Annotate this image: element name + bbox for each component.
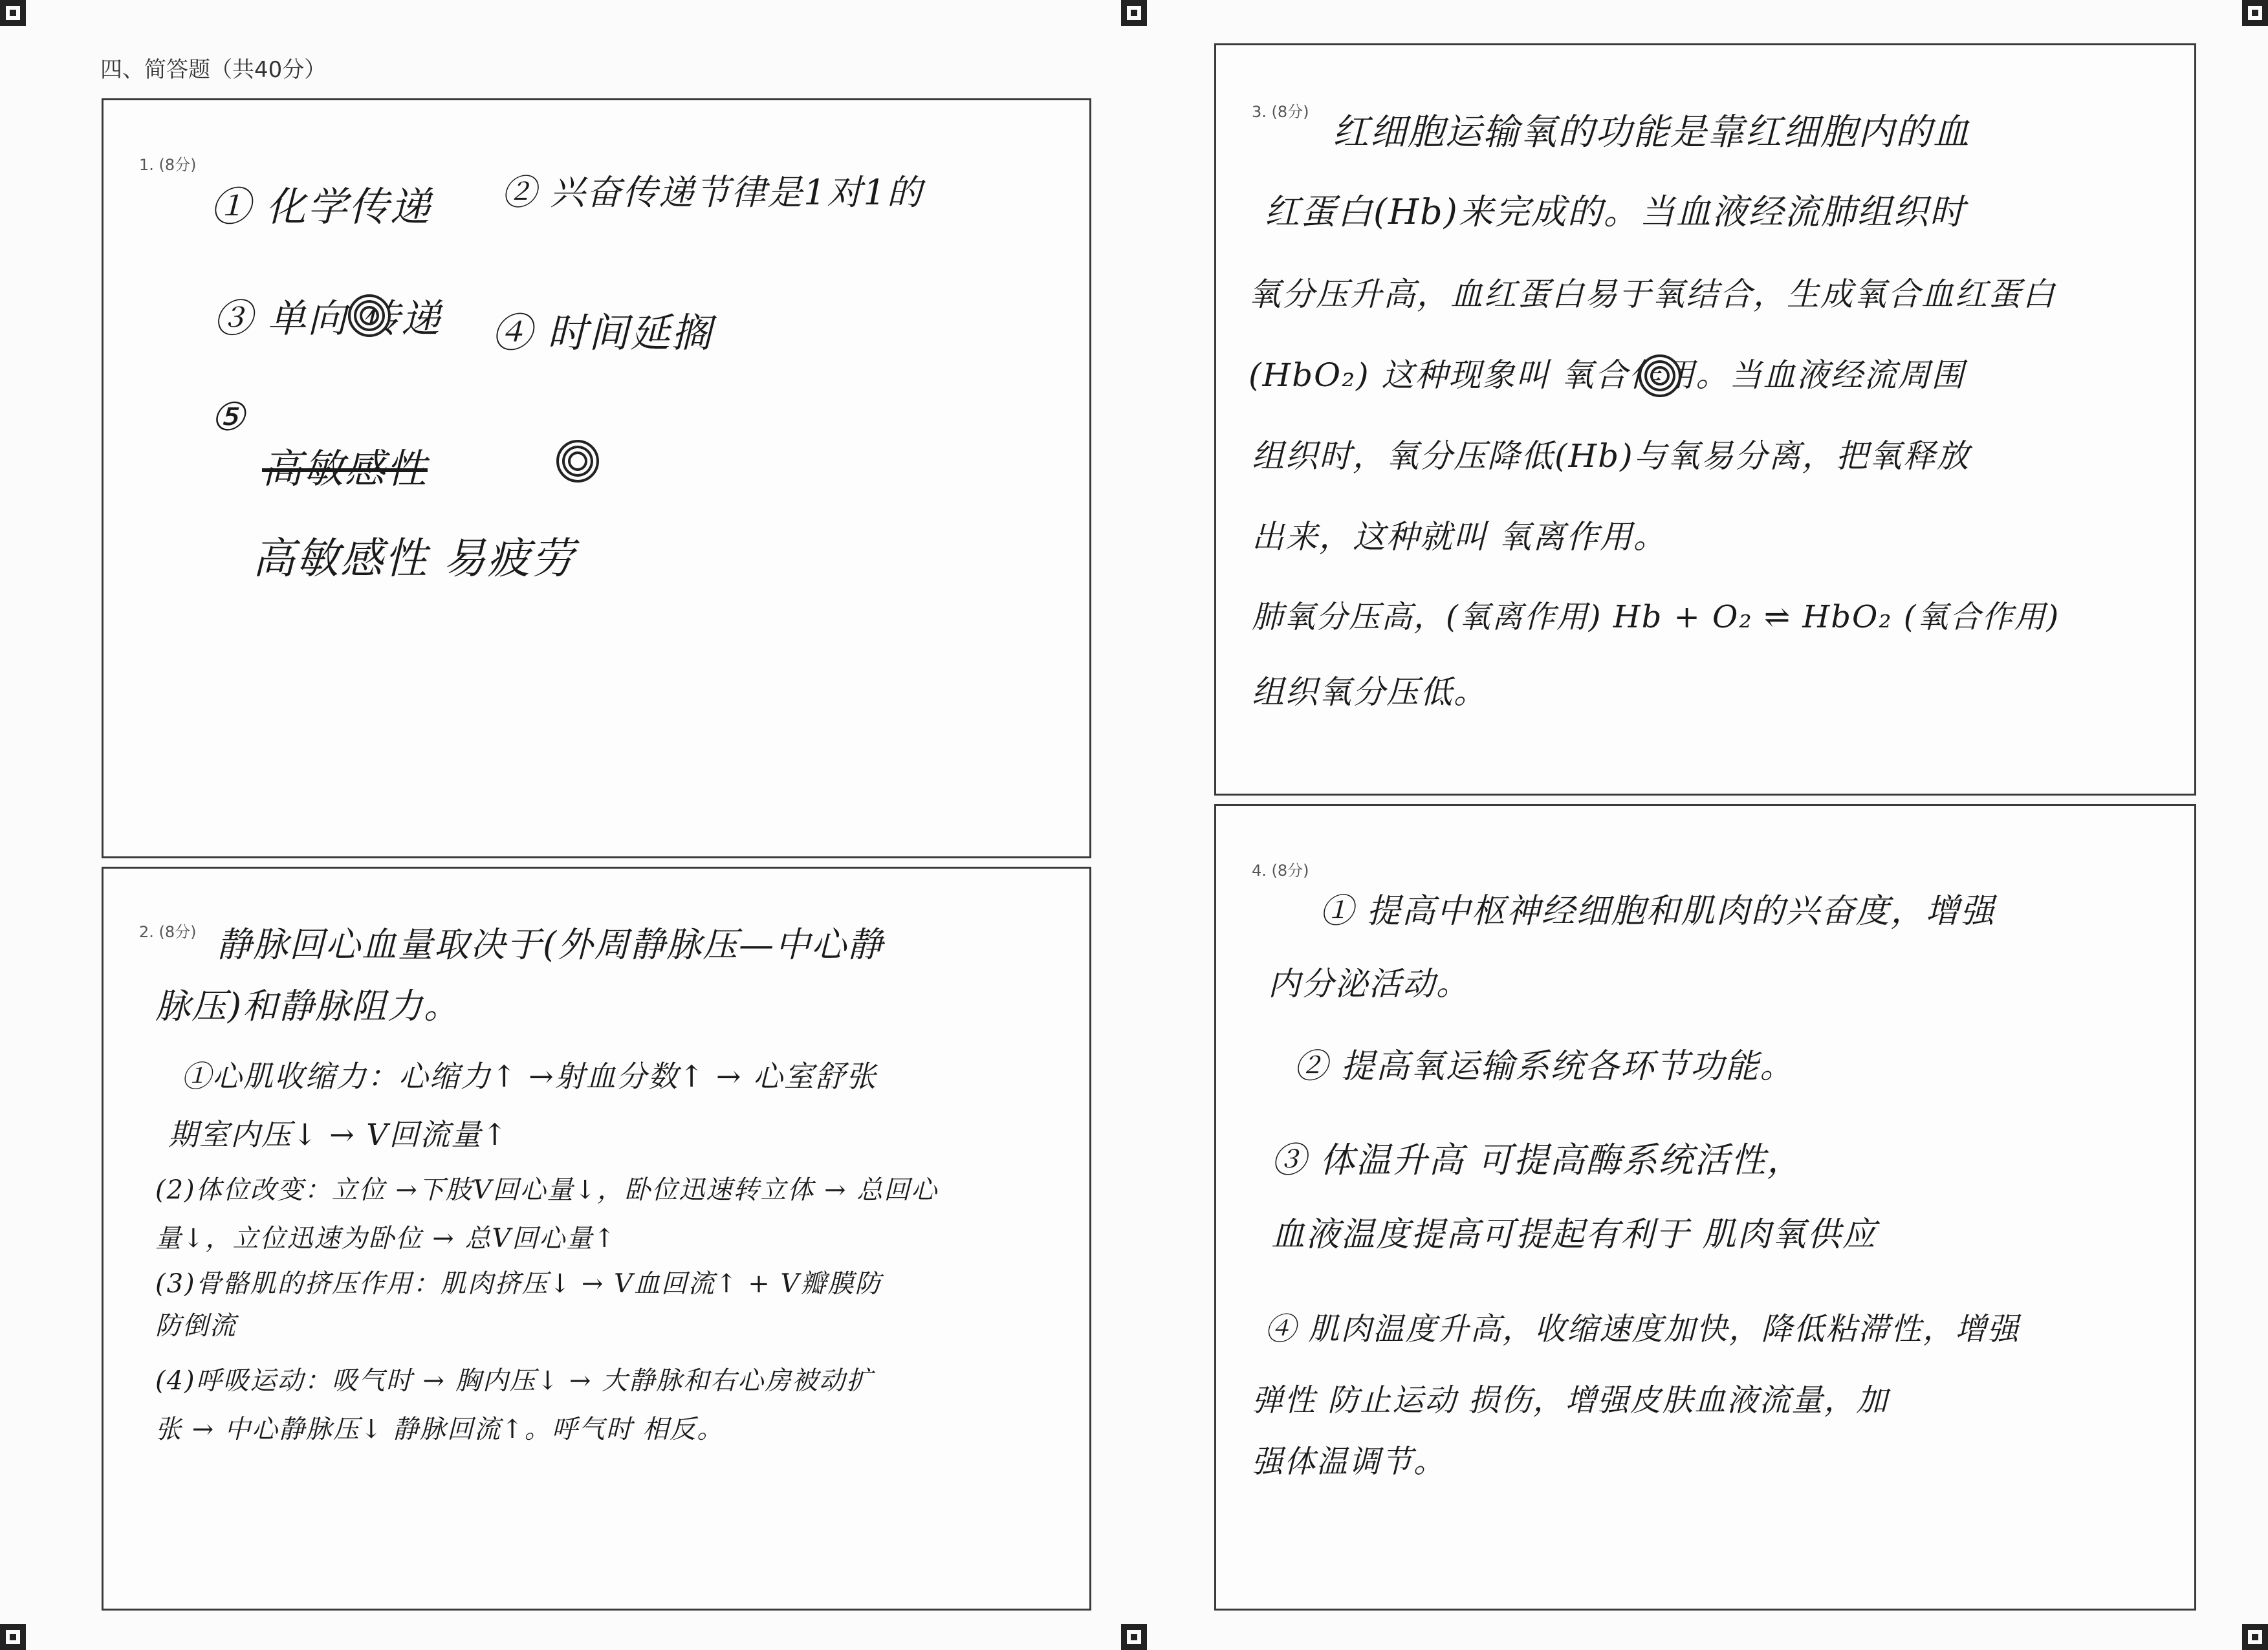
answer-box-q3[interactable]	[1214, 43, 2196, 796]
scribble-mark	[556, 440, 599, 483]
answer-line: ② 兴奋传递节律是1对1的	[501, 172, 923, 213]
question-label: 3. (8分)	[1252, 103, 1309, 121]
registration-mark-top-right	[2242, 0, 2268, 26]
registration-mark-bottom-center	[1121, 1624, 1147, 1650]
question-label: 1. (8分)	[139, 156, 197, 174]
answer-line: 组织时，氧分压降低(Hb)与氧易分离，把氧释放	[1252, 437, 1970, 475]
answer-line: ② 提高氧运输系统各环节功能。	[1294, 1047, 1795, 1086]
answer-line: 脉压)和静脉阻力。	[155, 986, 461, 1026]
answer-box-q2[interactable]	[102, 867, 1091, 1611]
answer-line: 量↓，立位迅速为卧位 → 总V回心量↑	[155, 1224, 616, 1254]
answer-line: ③ 单向 传递	[213, 296, 442, 342]
answer-line-struck: 高敏感性	[262, 445, 428, 492]
answer-line: 出来，这种就叫 氧离作用。	[1252, 518, 1667, 556]
answer-line: 红细胞运输氧的功能是靠红细胞内的血	[1333, 111, 1970, 153]
answer-line: 静脉回心血量取决于(外周静脉压—中心静	[217, 924, 884, 965]
answer-line: ④ 肌肉温度升高，收缩速度加快，降低粘滞性，增强	[1265, 1311, 2020, 1347]
registration-mark-bottom-right	[2242, 1624, 2268, 1650]
section-title: 四、简答题（共40分）	[100, 57, 327, 83]
question-label: 4. (8分)	[1252, 862, 1309, 880]
answer-line: ① 化学传递	[210, 183, 431, 230]
answer-line: ①心肌收缩力：心缩力↑ →射血分数↑ → 心室舒张	[181, 1059, 878, 1094]
answer-box-q1[interactable]	[102, 98, 1091, 858]
answer-line: (HbO₂) 这种现象叫 氧合作用。当血液经流周围	[1248, 356, 1965, 394]
answer-line: 血液温度提高可提起有利于 肌肉氧供应	[1271, 1215, 1877, 1254]
answer-line: ④ 时间延搁	[492, 309, 713, 356]
answer-box-q4[interactable]	[1214, 804, 2196, 1611]
answer-line: 张 → 中心静脉压↓ 静脉回流↑。呼气时 相反。	[155, 1415, 725, 1444]
answer-line: 红蛋白(Hb)来完成的。当血液经流肺组织时	[1265, 191, 1966, 232]
answer-line: 强体温调节。	[1252, 1444, 1446, 1480]
answer-line: 防倒流	[155, 1311, 237, 1341]
answer-line: ⑤	[210, 395, 246, 440]
answer-line: 组织氧分压低。	[1252, 673, 1487, 711]
answer-line: (3)骨骼肌的挤压作用：肌肉挤压↓ → V血回流↑ + V瓣膜防	[155, 1269, 882, 1299]
registration-mark-top-center	[1121, 0, 1147, 26]
registration-mark-bottom-left	[0, 1624, 26, 1650]
answer-line: ① 提高中枢神经细胞和肌肉的兴奋度，增强	[1320, 892, 1996, 931]
answer-line: 氧分压升高，血红蛋白易于氧结合，生成氧合血红蛋白	[1248, 276, 2056, 313]
scribble-mark	[348, 294, 391, 337]
answer-line: 肺氧分压高，(氧离作用) Hb + O₂ ⇌ HbO₂ (氧合作用)	[1252, 599, 2060, 635]
answer-line: 内分泌活动。	[1268, 965, 1470, 1003]
answer-line: 高敏感性 易疲劳	[252, 534, 575, 583]
scribble-mark	[1639, 354, 1681, 397]
question-label: 2. (8分)	[139, 923, 197, 941]
registration-mark-top-left	[0, 0, 26, 26]
answer-line: (2)体位改变：立位 →下肢V回心量↓，卧位迅速转立体 → 总回心	[155, 1175, 939, 1205]
answer-line: ③ 体温升高 可提高酶系统活性，	[1271, 1140, 1804, 1180]
answer-line: 弹性 防止运动 损伤，增强皮肤血液流量，加	[1252, 1382, 1889, 1418]
answer-line: (4)呼吸运动：吸气时 → 胸内压↓ → 大静脉和右心房被动扩	[155, 1366, 874, 1396]
answer-line: 期室内压↓ → V回流量↑	[168, 1117, 509, 1152]
